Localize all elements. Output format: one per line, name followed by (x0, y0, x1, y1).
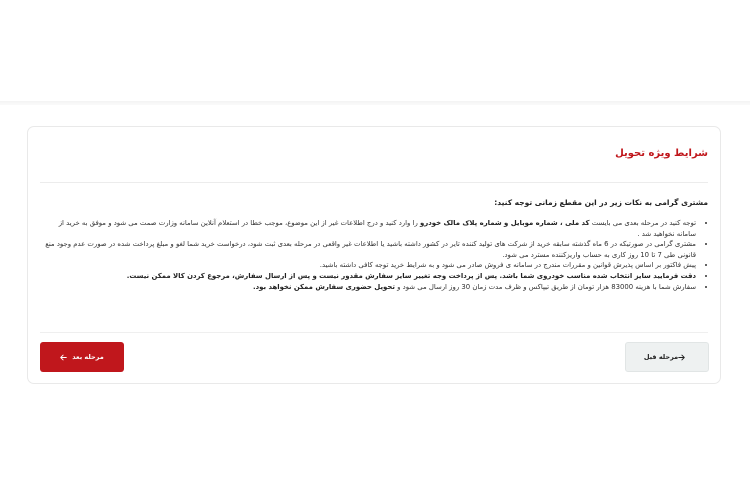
term-item-proforma (42, 260, 696, 271)
term-item-national-id (42, 218, 696, 239)
card-title: شرایط ویژه تحویل (615, 148, 708, 159)
term-text: را وارد کنید و درج اطلاعات غیر از این موضوع، موجب خطا در استعلام آنلاین سامانه وزارت صمت می شود و موفق به خرید از سامانه نخواهید شد . (58, 219, 696, 238)
arrow-left-icon (60, 354, 67, 361)
title-divider (40, 182, 708, 183)
next-step-label: مرحله بعد (72, 353, 104, 361)
next-step-button[interactable] (40, 342, 124, 372)
term-item-purchase-history (42, 239, 696, 260)
term-text: مشتری گرامی در صورتیکه در 6 ماه گذشته سابقه خرید از شرکت های تولید کننده تایر در کشور داشته باشید یا اطلاعات غیر واقعی در مرحله بعدی ثبت شود، درخواست خرید شما لغو و مبلغ پرداخت شده در صورت عدم وجود منع قانونی طی 7 تا 10 روز کاری به حساب واریزکننده مسترد می شود. (45, 240, 696, 259)
terms-body (42, 198, 708, 292)
previous-step-label: مرحله قبل (643, 353, 679, 361)
header-divider (0, 101, 750, 105)
term-emphasis: تحویل حضوری سفارش ممکن نخواهد بود. (253, 282, 395, 291)
term-text: سفارش شما با هزینه 83000 هزار تومان از طریق تیپاکس و ظرف مدت زمان 30 روز ارسال می شود و (394, 282, 696, 291)
terms-list (42, 218, 708, 292)
term-emphasis: کد ملی ، شماره موبایل و شماره پلاک مالک خودرو (420, 219, 590, 227)
previous-step-button[interactable] (625, 342, 709, 372)
term-text: توجه کنید در مرحله بعدی می بایست (589, 219, 696, 227)
term-item-shipping (42, 282, 696, 293)
term-item-size-warning (42, 271, 696, 282)
term-emphasis: دقت فرمایید سایز انتخاب شده مناسب خودروی شما باشد. پس از پرداخت وجه تغییر سایز سفارش مقدور نیست و پس از ارسال سفارش، مرجوع کردن کالا ممکن نیست. (126, 271, 696, 280)
term-text: پیش فاکتور بر اساس پذیرش قوانین و مقررات مندرج در سامانه ی فروش صادر می شود و به شرایط خرید توجه کافی داشته باشید. (319, 261, 696, 270)
delivery-terms-card (27, 126, 721, 384)
actions-divider (40, 332, 708, 333)
terms-intro: مشتری گرامی به نکات زیر در این مقطع زمانی توجه کنید: (494, 198, 708, 207)
arrow-right-icon (678, 354, 685, 361)
